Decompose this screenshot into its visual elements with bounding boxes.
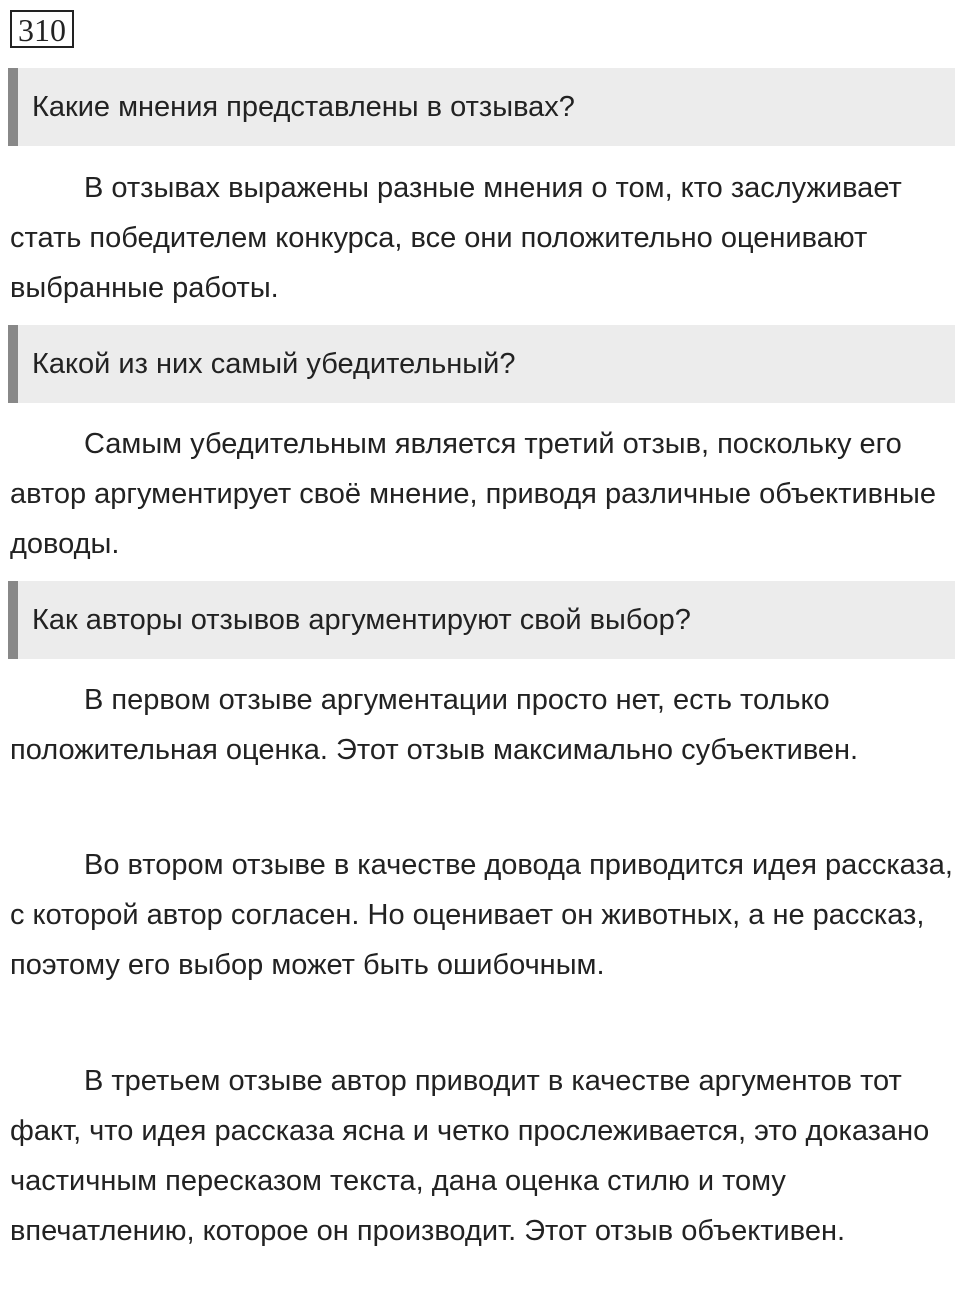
answer-paragraph-5: В третьем отзыве автор приводит в качестве аргументов тот факт, что идея рассказа ясна и четко прослеживается, это доказано частичным пересказом текста, дана оценка стилю и тому впечатлению, которое он производит. Этот отзыв объективен. (10, 1065, 930, 1247)
question-heading-1: Какие мнения представлены в отзывах? (8, 68, 955, 146)
answer-paragraph-1: В отзывах выражены разные мнения о том, кто заслуживает стать победителем конкурса, все они положительно оценивают выбранные работы. (10, 172, 902, 304)
task-number: 310 (10, 10, 74, 48)
question-heading-2: Какой из них самый убедительный? (8, 325, 955, 403)
answer-paragraph-2: Самым убедительным является третий отзыв, поскольку его автор аргументирует своё мнение, приводя различные объективные доводы. (10, 428, 937, 560)
answer-paragraph-4: Во втором отзыве в качестве довода приводится идея рассказа, с которой автор согласен. Но оценивает он животных, а не рассказ, поэтому его выбор может быть ошибочным. (10, 849, 953, 981)
question-heading-3: Как авторы отзывов аргументируют свой выбор? (8, 581, 955, 659)
answer-paragraph-3: В первом отзыве аргументации просто нет, есть только положительная оценка. Этот отзыв максимально субъективен. (10, 684, 859, 766)
